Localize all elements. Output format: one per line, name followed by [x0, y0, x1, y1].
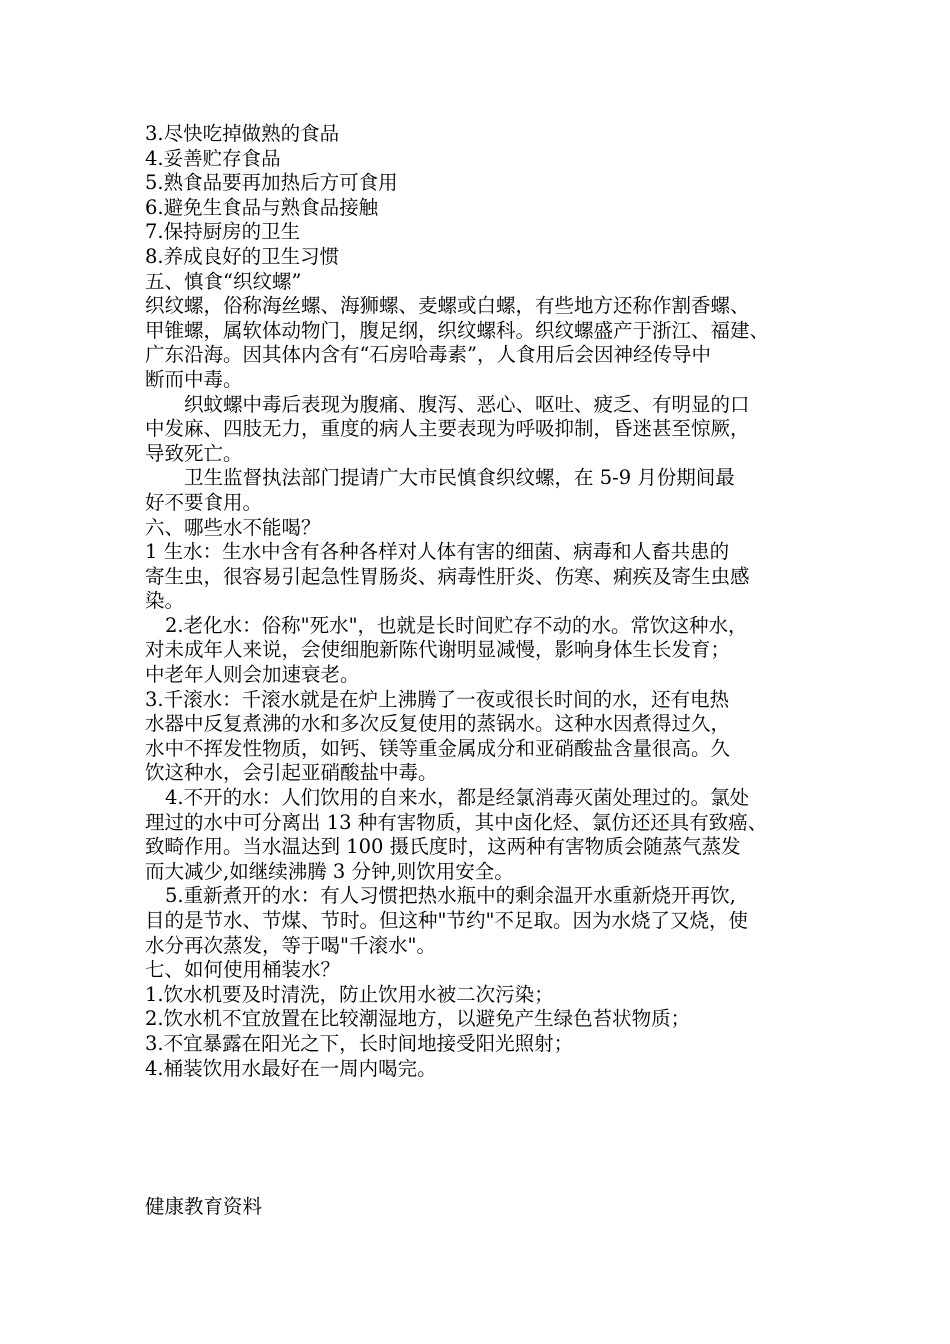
text-line: 5.重新煮开的水：有人习惯把热水瓶中的剩余温开水重新烧开再饮,: [165, 884, 736, 908]
text-line: 广东沿海。因其体内含有“石房哈毒素”，人食用后会因神经传导中: [145, 343, 711, 367]
paragraph: [145, 786, 810, 884]
paragraph: [145, 294, 810, 392]
list-item: 7.保持厨房的卫生: [145, 220, 301, 244]
text-line: 甲锥螺，属软体动物门，腹足纲，织纹螺科。织纹螺盛产于浙江、福建、: [145, 318, 770, 342]
list-item: 8.养成良好的卫生习惯: [145, 244, 340, 268]
text-line: 4.不开的水：人们饮用的自来水，都是经氯消毒灭菌处理过的。氯处: [165, 786, 750, 810]
text-line: 而大减少,如继续沸腾 3 分钟,则饮用安全。: [145, 859, 514, 883]
paragraph: [145, 393, 810, 467]
page-footer: 健康教育资料: [145, 1195, 263, 1218]
text-line: 理过的水中可分离出 13 种有害物质，其中卤化烃、氯仿还还具有致癌、: [145, 810, 768, 834]
list-item: 5.熟食品要再加热后方可食用: [145, 171, 398, 195]
list-item: 3.不宜暴露在阳光之下，长时间地接受阳光照射；: [145, 1031, 574, 1055]
list-item: 6.避免生食品与熟食品接触: [145, 195, 379, 219]
list-item: 3.尽快吃掉做熟的食品: [145, 122, 340, 145]
paragraph: [145, 466, 810, 515]
text-line: 寄生虫，很容易引起急性胃肠炎、病毒性肝炎、伤寒、痢疾及寄生虫感: [145, 564, 750, 588]
list-item: 2.饮水机不宜放置在比较潮湿地方，以避免产生绿色苔状物质；: [145, 1007, 691, 1031]
text-line: 2.老化水：俗称"死水"，也就是长时间贮存不动的水。常饮这种水，: [165, 613, 748, 637]
paragraph: [145, 540, 810, 614]
paragraph: [145, 688, 810, 786]
text-line: 织纹螺，俗称海丝螺、海狮螺、麦螺或白螺，有些地方还称作割香螺、: [145, 294, 750, 318]
text-line: 3.千滚水：千滚水就是在炉上沸腾了一夜或很长时间的水，还有电热: [145, 687, 730, 711]
list-item: 1.饮水机要及时清洗，防止饮用水被二次污染；: [145, 982, 554, 1006]
text-line: 水分再次蒸发，等于喝"千滚水"。: [145, 933, 436, 957]
text-line: 导致死亡。: [145, 441, 243, 465]
list-item: 4.桶装饮用水最好在一周内喝完。: [145, 1056, 437, 1080]
text-line: 断而中毒。: [145, 367, 243, 391]
paragraph: [145, 614, 810, 688]
text-line: 对未成年人来说，会使细胞新陈代谢明显减慢，影响身体生长发育；: [145, 638, 731, 662]
section-heading: 六、哪些水不能喝？: [145, 515, 321, 539]
text-line: 染。: [145, 589, 185, 613]
paragraph: [145, 884, 810, 958]
text-line: 好不要食用。: [145, 490, 263, 514]
section-heading: 七、如何使用桶装水？: [145, 958, 341, 982]
document-body: [145, 122, 810, 1081]
text-line: 中发麻、四肢无力，重度的病人主要表现为呼吸抑制，昏迷甚至惊厥，: [145, 417, 750, 441]
bottled-water-list: [145, 983, 810, 1081]
text-line: 水器中反复煮沸的水和多次反复使用的蒸锅水。这种水因煮得过久，: [145, 712, 731, 736]
food-safety-list: [145, 122, 810, 270]
text-line: 卫生监督执法部门提请广大市民慎食织纹螺，在 5-9 月份期间最: [184, 466, 735, 490]
text-line: 饮这种水，会引起亚硝酸盐中毒。: [145, 761, 438, 785]
text-line: 致畸作用。当水温达到 100 摄氏度时，这两种有害物质会随蒸气蒸发: [145, 835, 741, 859]
text-line: 1 生水：生水中含有各种各样对人体有害的细菌、病毒和人畜共患的: [145, 540, 730, 564]
section-heading: 五、慎食“织纹螺”: [145, 269, 302, 293]
list-item: 4.妥善贮存食品: [145, 146, 281, 170]
text-line: 水中不挥发性物质，如钙、镁等重金属成分和亚硝酸盐含量很高。久: [145, 736, 731, 760]
text-line: 中老年人则会加速衰老。: [145, 663, 360, 687]
text-line: 织蚊螺中毒后表现为腹痛、腹泻、恶心、呕吐、疲乏、有明显的口: [184, 392, 750, 416]
text-line: 目的是节水、节煤、节时。但这种"节约"不足取。因为水烧了又烧，使: [145, 909, 748, 932]
